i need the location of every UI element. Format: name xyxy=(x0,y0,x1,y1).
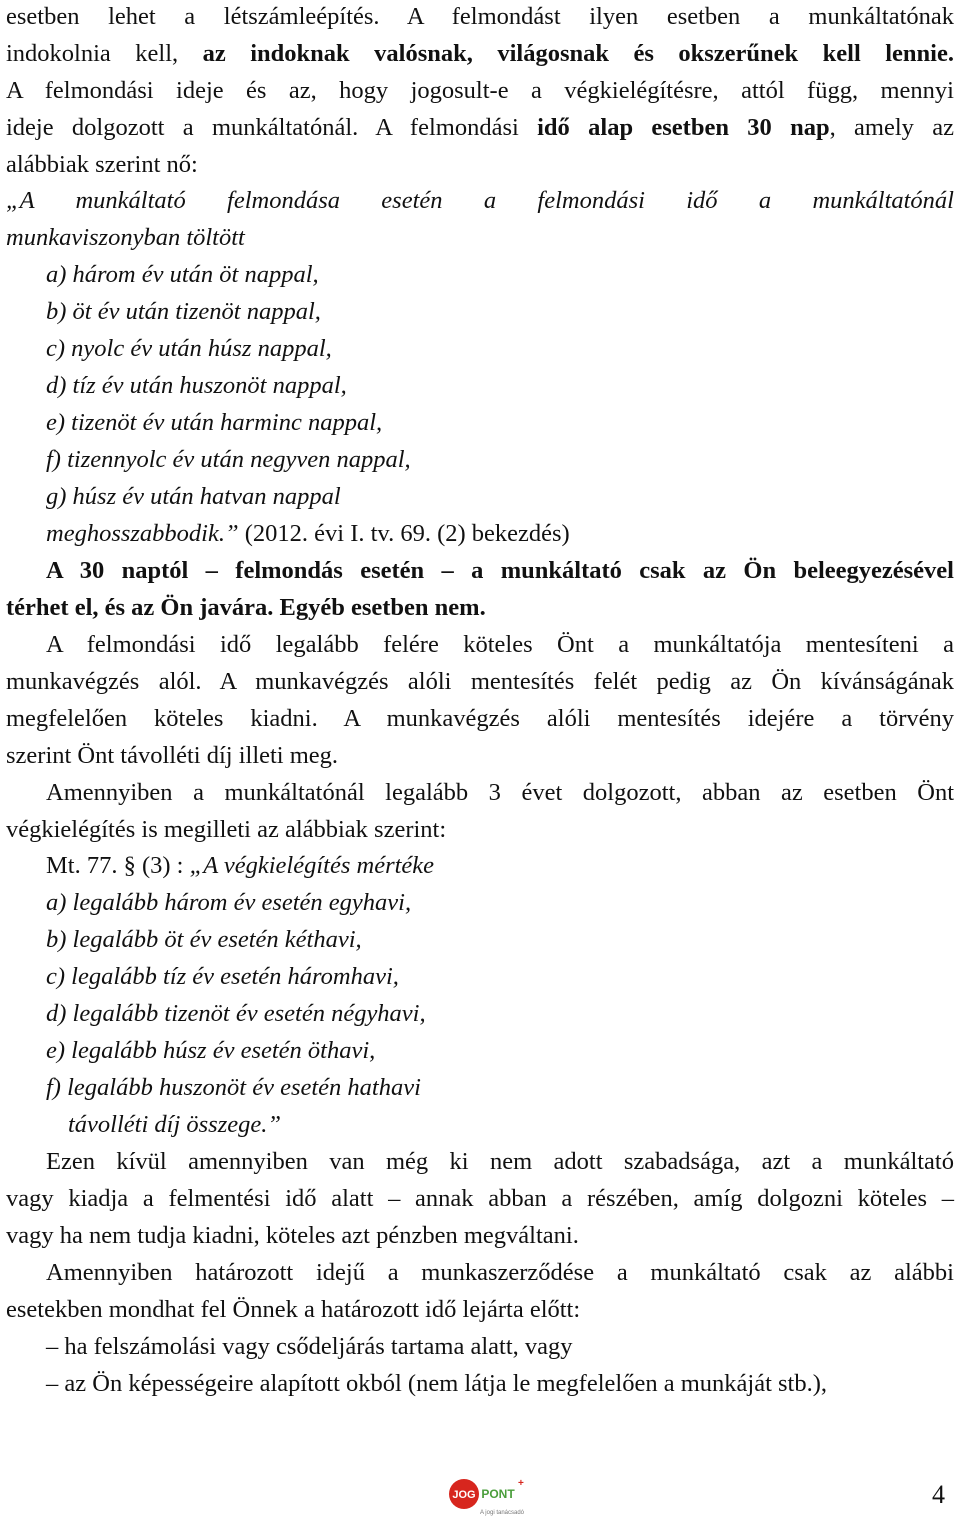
quote-citation xyxy=(46,519,954,549)
text-span: meghosszabbodik.” xyxy=(46,520,239,547)
paragraph-line: munkavégzés alól. A munkavégzés alóli mentesítés felét pedig az Ön kívánságának xyxy=(6,668,954,695)
jogpont-logo xyxy=(446,1476,536,1520)
quote-list-item: a) legalább három év esetén egyhavi, xyxy=(46,889,412,916)
paragraph-line: végkielégítés is megilleti az alábbiak szerint: xyxy=(6,816,447,843)
dash-list-item: – az Ön képességeire alapított okból (nem látja le megfelelően a munkáját stb.), xyxy=(46,1370,827,1397)
dash-list-item: – ha felszámolási vagy csődeljárás tartama alatt, vagy xyxy=(46,1333,573,1360)
paragraph-line: vagy ha nem tudja kiadni, köteles azt pénzben megváltani. xyxy=(6,1222,579,1249)
paragraph-line: alábbiak szerint nő: xyxy=(6,151,198,178)
paragraph-line: Amennyiben határozott idejű a munkaszerződése a munkáltató csak az alábbi xyxy=(46,1259,954,1286)
text-span: ideje dolgozott a munkáltatónál. A felmondási xyxy=(6,114,538,141)
quote-list-item: d) legalább tizenöt év esetén négyhavi, xyxy=(46,1000,426,1027)
quote-heading xyxy=(46,851,954,881)
quote-list-item: a) három év után öt nappal, xyxy=(46,261,319,288)
quote-list-item: távolléti díj összege.” xyxy=(68,1111,281,1138)
paragraph-line xyxy=(6,39,954,69)
quote-list-item: f) legalább huszonöt év esetén hathavi xyxy=(46,1074,421,1101)
logo-text-left: JOG xyxy=(452,1489,476,1501)
paragraph-line: A felmondási idő legalább felére köteles Önt a munkáltatója mentesíteni a xyxy=(46,631,954,658)
quote-list-item: g) húsz év után hatvan nappal xyxy=(46,483,341,510)
text-span: Mt. 77. § (3) : xyxy=(46,852,190,879)
paragraph-line: szerint Önt távolléti díj illeti meg. xyxy=(6,742,339,769)
quote-list-item: c) nyolc év után húsz nappal, xyxy=(46,335,332,362)
bold-span: az indoknak valósnak, világosnak és okszerűnek kell lennie. xyxy=(202,40,954,67)
paragraph-line: A felmondási ideje és az, hogy jogosult-e a végkielégítésre, attól függ, mennyi xyxy=(6,77,954,104)
quote-list-item: d) tíz év után huszonöt nappal, xyxy=(46,372,347,399)
paragraph-line: vagy kiadja a felmentési idő alatt – annak abban a részében, amíg dolgozni köteles – xyxy=(6,1185,954,1212)
text-span: , amely az xyxy=(829,114,954,141)
paragraph-line: esetben lehet a létszámleépítés. A felmondást ilyen esetben a munkáltatónak xyxy=(6,3,954,30)
paragraph-line: esetekben mondhat fel Önnek a határozott idő lejárta előtt: xyxy=(6,1296,581,1323)
paragraph-line: Ezen kívül amennyiben van még ki nem adott szabadsága, azt a munkáltató xyxy=(46,1148,954,1175)
paragraph-line xyxy=(6,113,954,143)
logo-plus: + xyxy=(518,1478,524,1489)
quote-list-item: e) legalább húsz év esetén öthavi, xyxy=(46,1037,376,1064)
text-span: indokolnia kell, xyxy=(6,40,203,67)
quote-list-item: c) legalább tíz év esetén háromhavi, xyxy=(46,963,399,990)
paragraph-line: megfelelően köteles kiadni. A munkavégzés alóli mentesítés idejére a törvény xyxy=(6,705,954,732)
logo-text-right: PONT xyxy=(481,1487,515,1501)
text-span: (2012. évi I. tv. 69. (2) bekezdés) xyxy=(238,520,570,547)
bold-paragraph-line: A 30 naptól – felmondás esetén – a munkáltató csak az Ön beleegyezésével xyxy=(46,557,954,584)
quote-list-item: b) öt év után tizenöt nappal, xyxy=(46,298,321,325)
paragraph-line: Amennyiben a munkáltatónál legalább 3 évet dolgozott, abban az esetben Önt xyxy=(46,779,954,806)
quote-list-item: e) tizenöt év után harminc nappal, xyxy=(46,409,383,436)
bold-span: idő alap esetben 30 nap xyxy=(537,114,830,141)
quote-list-item: b) legalább öt év esetén kéthavi, xyxy=(46,926,362,953)
quote-list-item: f) tizennyolc év után negyven nappal, xyxy=(46,446,411,473)
page-number: 4 xyxy=(932,1480,945,1509)
bold-paragraph-line: térhet el, és az Ön javára. Egyéb esetben nem. xyxy=(6,594,486,621)
quote-line: „A munkáltató felmondása esetén a felmondási idő a munkáltatónál xyxy=(6,187,954,214)
quote-line: munkaviszonyban töltött xyxy=(6,224,245,251)
text-span: „A végkielégítés mértéke xyxy=(189,852,435,879)
logo-tagline: A jogi tanácsadó xyxy=(479,1510,525,1516)
